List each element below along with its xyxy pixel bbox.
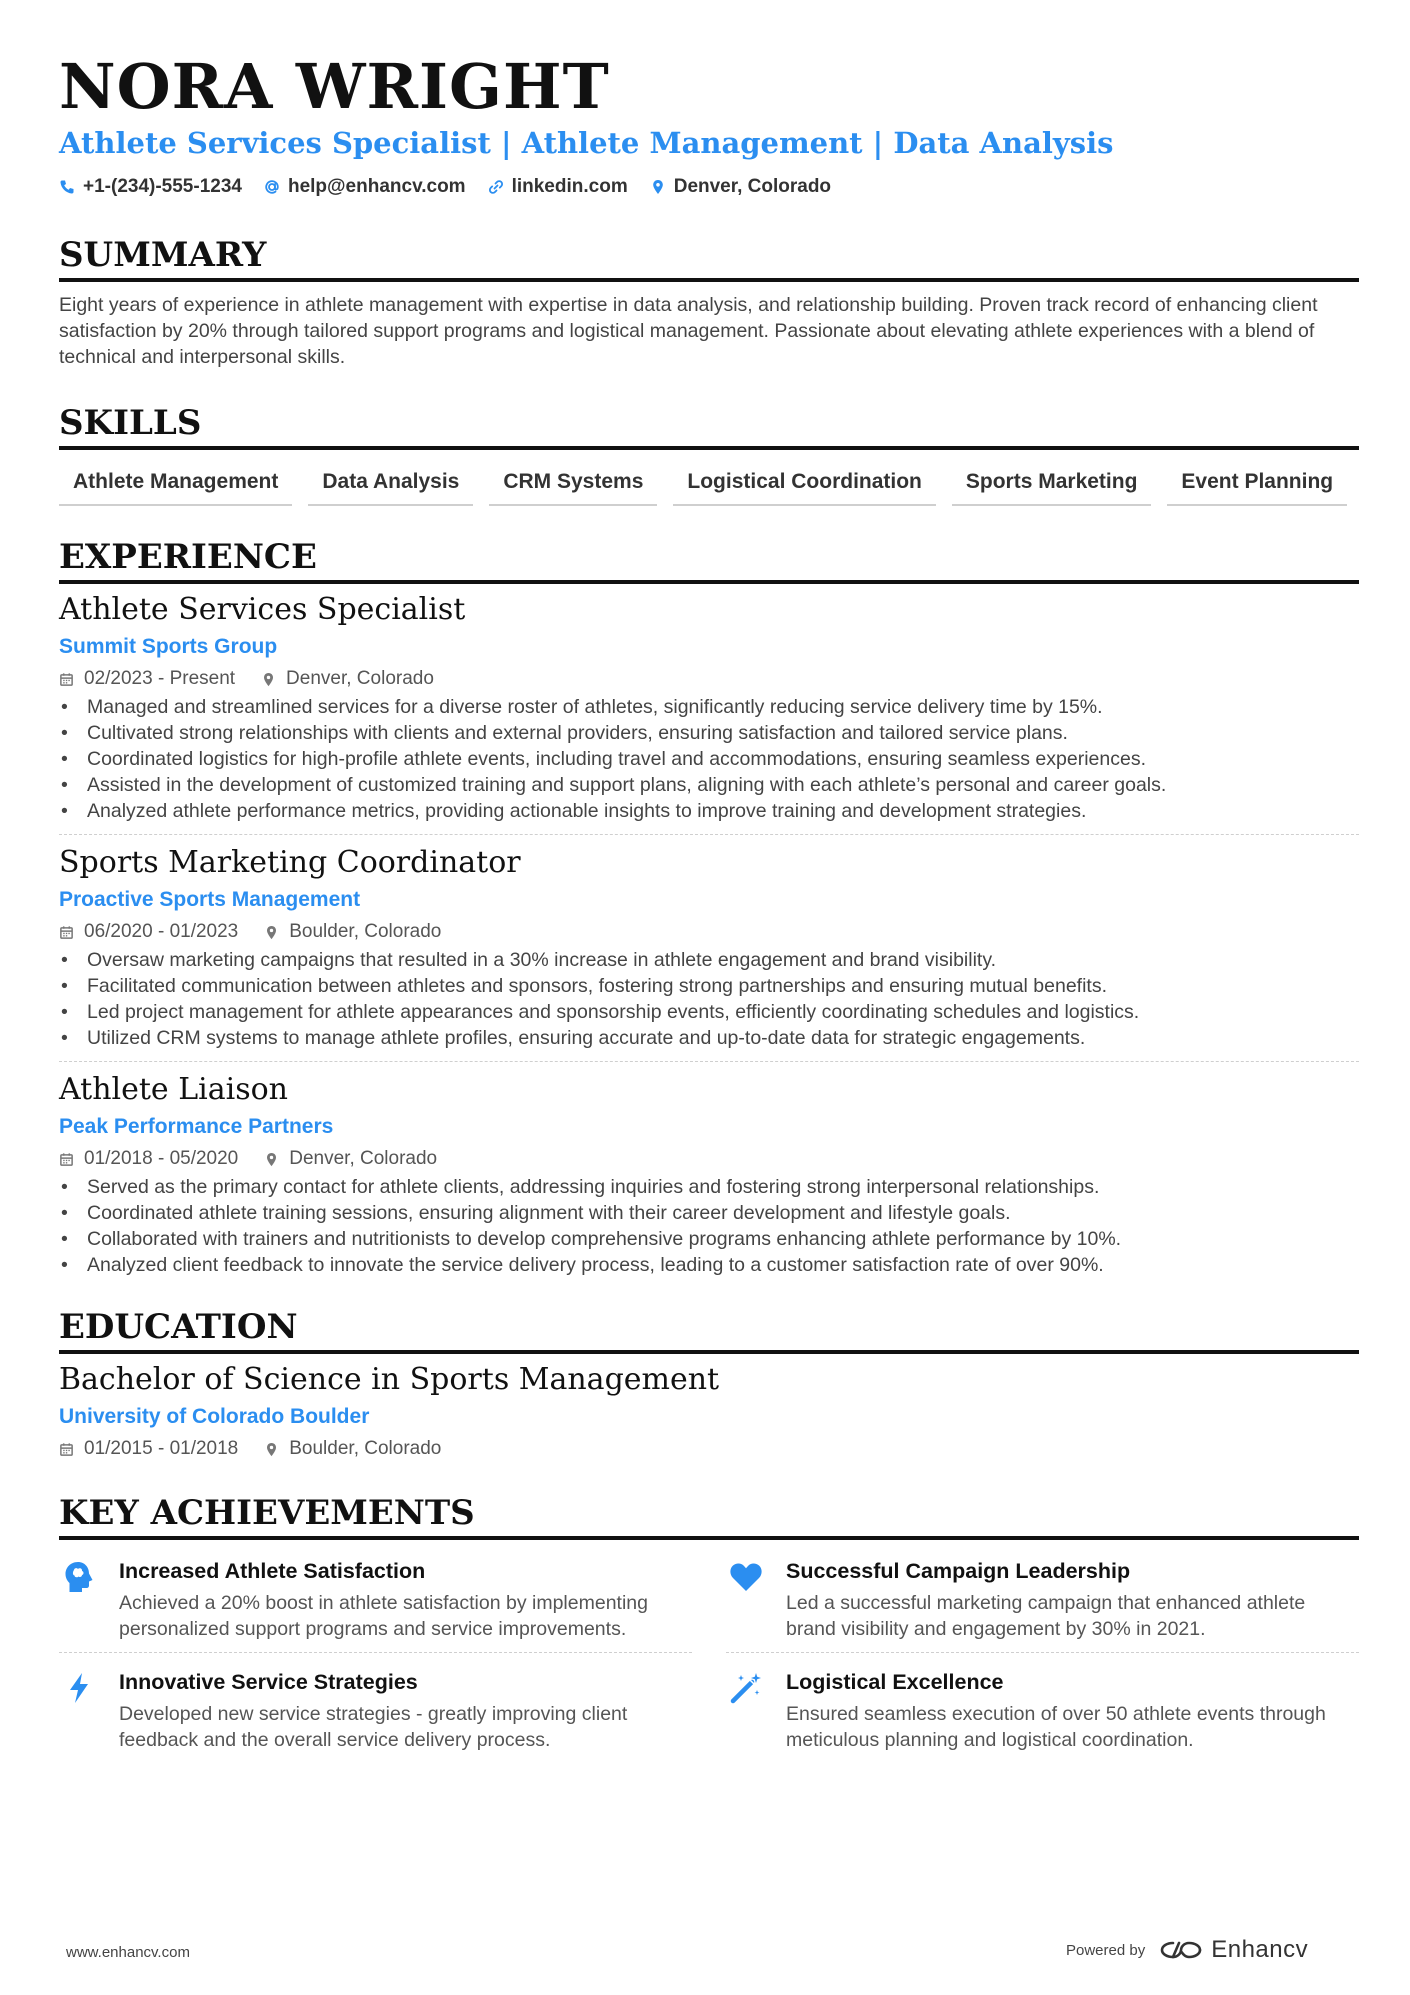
experience-section	[59, 536, 1359, 1288]
summary-section	[59, 234, 1359, 370]
location-pin-icon	[650, 179, 666, 195]
job-bullet: • Analyzed athlete performance metrics, providing actionable insights to improve training and development strategies.	[59, 798, 1359, 824]
job-entry	[59, 590, 1359, 834]
magic-wand-icon	[726, 1667, 766, 1707]
education-section	[59, 1306, 1359, 1472]
skills-list	[59, 462, 1359, 506]
enhancv-logo[interactable]	[1159, 1936, 1308, 1964]
job-meta	[59, 666, 1359, 692]
job-meta	[59, 919, 1359, 945]
job-bullets	[59, 947, 1359, 1051]
education-heading: EDUCATION	[59, 1306, 1359, 1354]
achievements-heading: KEY ACHIEVEMENTS	[59, 1492, 1359, 1540]
achievement-desc: Led a successful marketing campaign that enhanced athlete brand visibility and engagement by 30% in 2021.	[786, 1592, 1306, 1640]
achievement-desc: Achieved a 20% boost in athlete satisfaction by implementing personalized support programs and service improvements.	[119, 1592, 648, 1640]
education-dates-text: 01/2015 - 01/2018	[84, 1438, 239, 1459]
skill-tag: Sports Marketing	[952, 462, 1152, 506]
location-pin-icon	[264, 1442, 279, 1457]
contact-phone[interactable]	[59, 174, 242, 200]
job-bullet: • Served as the primary contact for athlete clients, addressing inquiries and fostering strong interpersonal relationships.	[59, 1174, 1359, 1200]
company-name: Summit Sports Group	[59, 635, 278, 658]
job-bullet: • Utilized CRM systems to manage athlete profiles, ensuring accurate and up-to-date data for strategic engagements.	[59, 1025, 1359, 1051]
footer-website[interactable]: www.enhancv.com	[66, 1944, 190, 1961]
education-location-text: Boulder, Colorado	[289, 1438, 442, 1459]
job-entry	[59, 834, 1359, 1061]
education-entry	[59, 1360, 1359, 1472]
school-name: University of Colorado Boulder	[59, 1405, 370, 1428]
job-location	[264, 919, 441, 945]
job-location-text: Boulder, Colorado	[289, 921, 442, 942]
link-icon	[488, 179, 504, 195]
job-location	[261, 666, 434, 692]
job-bullets	[59, 694, 1359, 824]
achievements-grid	[59, 1550, 1359, 1763]
contact-linkedin[interactable]	[488, 174, 628, 200]
skill-tag: Logistical Coordination	[673, 462, 936, 506]
job-dates-text: 02/2023 - Present	[84, 668, 236, 689]
job-bullets	[59, 1174, 1359, 1278]
job-location-text: Denver, Colorado	[286, 668, 434, 689]
head-brain-icon	[59, 1556, 99, 1596]
experience-heading: EXPERIENCE	[59, 536, 1359, 584]
achievements-section	[59, 1492, 1359, 1763]
achievement-item	[59, 1652, 692, 1763]
calendar-icon	[59, 925, 74, 940]
calendar-icon	[59, 1442, 74, 1457]
achievement-desc: Developed new service strategies - greatly improving client feedback and the overall service delivery process.	[119, 1703, 628, 1751]
job-dates	[59, 666, 235, 692]
contact-location-text: Denver, Colorado	[673, 176, 832, 197]
job-bullet: • Assisted in the development of customized training and support plans, aligning with each athlete’s personal and career goals.	[59, 772, 1359, 798]
contact-email[interactable]	[264, 174, 466, 200]
job-bullet: • Analyzed client feedback to innovate the service delivery process, leading to a customer satisfaction rate of over 90%.	[59, 1252, 1359, 1278]
resume-page	[59, 52, 1359, 1763]
job-dates	[59, 1146, 238, 1172]
lightning-bolt-icon	[59, 1667, 99, 1707]
location-pin-icon	[264, 1152, 279, 1167]
enhancv-brand-text: Enhancv	[1211, 1936, 1309, 1963]
contact-email-text: help@enhancv.com	[287, 176, 466, 197]
calendar-icon	[59, 1152, 74, 1167]
skill-tag: Athlete Management	[59, 462, 292, 506]
phone-icon	[59, 179, 75, 195]
job-bullet: • Facilitated communication between athletes and sponsors, fostering strong partnerships and ensuring mutual benefits.	[59, 973, 1359, 999]
skill-tag: Data Analysis	[308, 462, 473, 506]
achievement-item	[726, 1550, 1359, 1652]
location-pin-icon	[264, 925, 279, 940]
achievement-item	[59, 1550, 692, 1652]
job-bullet: • Cultivated strong relationships with clients and external providers, ensuring satisfaction and tailored service plans.	[59, 720, 1359, 746]
job-location	[264, 1146, 437, 1172]
calendar-icon	[59, 672, 74, 687]
skills-heading: SKILLS	[59, 402, 1359, 450]
job-bullet: • Oversaw marketing campaigns that resulted in a 30% increase in athlete engagement and brand visibility.	[59, 947, 1359, 973]
skill-tag: CRM Systems	[489, 462, 657, 506]
location-pin-icon	[261, 672, 276, 687]
job-dates-text: 01/2018 - 05/2020	[84, 1148, 239, 1169]
enhancv-logo-icon	[1159, 1938, 1203, 1962]
contact-location	[650, 174, 831, 200]
job-entry	[59, 1061, 1359, 1288]
candidate-name: NORA WRIGHT	[59, 50, 610, 123]
education-location	[264, 1436, 441, 1462]
contact-bar	[59, 174, 1359, 200]
heart-icon	[726, 1556, 766, 1596]
summary-text: Eight years of experience in athlete management with expertise in data analysis, and relationship building. Proven track record of enhancing client satisfaction by 20% through tailored support programs and logistical management. Passionate about elevating athlete experiences with a blend of technical and interpersonal skills.	[59, 294, 1318, 368]
job-title: Sports Marketing Coordinator	[59, 845, 521, 880]
job-title: Athlete Services Specialist	[59, 592, 466, 627]
contact-linkedin-text: linkedin.com	[511, 176, 628, 197]
summary-heading: SUMMARY	[59, 234, 1359, 282]
contact-phone-text: +1-(234)-555-1234	[83, 176, 242, 197]
at-icon	[264, 179, 280, 195]
skill-tag: Event Planning	[1167, 462, 1347, 506]
education-meta	[59, 1436, 1359, 1462]
achievement-title: Logistical Excellence	[786, 1670, 1004, 1694]
achievement-title: Innovative Service Strategies	[119, 1670, 418, 1694]
skills-section	[59, 402, 1359, 506]
education-dates	[59, 1436, 238, 1462]
job-bullet: • Managed and streamlined services for a diverse roster of athletes, significantly reducing service delivery time by 15%.	[59, 694, 1359, 720]
job-bullet: • Collaborated with trainers and nutritionists to develop comprehensive programs enhancing athlete performance by 10%.	[59, 1226, 1359, 1252]
job-dates	[59, 919, 238, 945]
job-location-text: Denver, Colorado	[289, 1148, 438, 1169]
achievement-title: Successful Campaign Leadership	[786, 1559, 1131, 1583]
degree-title: Bachelor of Science in Sports Management	[59, 1362, 720, 1397]
achievement-item	[726, 1652, 1359, 1763]
headline: Athlete Services Specialist | Athlete Management | Data Analysis	[59, 126, 1114, 160]
footer-branding	[1066, 1936, 1308, 1964]
job-meta	[59, 1146, 1359, 1172]
company-name: Proactive Sports Management	[59, 888, 361, 911]
job-bullet: • Led project management for athlete appearances and sponsorship events, efficiently coordinating schedules and logistics.	[59, 999, 1359, 1025]
achievement-desc: Ensured seamless execution of over 50 athlete events through meticulous planning and logistical coordination.	[786, 1703, 1326, 1751]
job-title: Athlete Liaison	[59, 1072, 288, 1107]
job-bullet: • Coordinated logistics for high-profile athlete events, including travel and accommodations, ensuring seamless experiences.	[59, 746, 1359, 772]
job-bullet: • Coordinated athlete training sessions, ensuring alignment with their career development and lifestyle goals.	[59, 1200, 1359, 1226]
job-dates-text: 06/2020 - 01/2023	[84, 921, 239, 942]
powered-by-label: Powered by	[1066, 1941, 1146, 1959]
achievement-title: Increased Athlete Satisfaction	[119, 1559, 426, 1583]
company-name: Peak Performance Partners	[59, 1115, 334, 1138]
